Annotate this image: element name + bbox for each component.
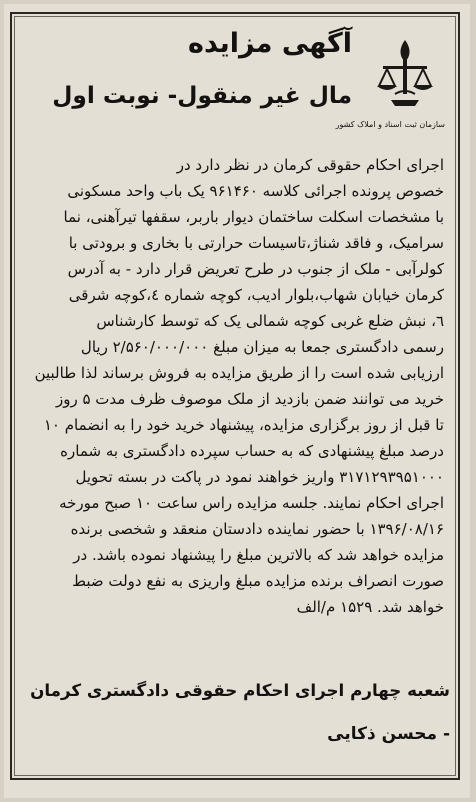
body-line: تا قبل از روز برگزاری مزایده، پیشنهاد خرید خود را به انضمام ۱۰ — [43, 416, 444, 434]
scales-emblem-icon — [365, 34, 445, 120]
signatory-name: - محسن ذکایی — [327, 724, 450, 744]
body-line: کرمان خیابان شهاب،بلوار ادیب، کوچه شماره ٤،کوچه شرقی — [68, 286, 444, 304]
body-line: رسمی دادگستری جمعا به میزان مبلغ ۲/۵۶۰/۰۰۰/۰۰۰ ریال — [80, 338, 444, 356]
emblem-caption: سازمان ثبت اسناد و املاک کشور — [335, 120, 445, 129]
notice-title: آگهی مزایده — [188, 28, 352, 59]
body-line: صورت انصراف برنده مزایده مبلغ واریزی به نفع دولت ضبط — [72, 572, 444, 590]
body-line: مزایده خواهد شد که بالاترین مبلغ را پیشنهاد نموده باشد. در — [73, 546, 444, 564]
body-line: ٦، نبش ضلع غربی کوچه شمالی یک که توسط کارشناس — [96, 312, 444, 330]
body-line: خرید می توانند ضمن بازدید از ملک موصوف ظرف مدت ۵ روز — [55, 390, 444, 408]
issuing-office: شعبه چهارم اجرای احکام حقوقی دادگستری کرمان — [30, 680, 450, 700]
body-line: ۱۳۹۶/۰۸/۱۶ با حضور نماینده دادستان منعقد و شخصی برنده — [70, 520, 444, 538]
notice-body — [26, 152, 444, 620]
body-line: سرامیک، و فاقد شناژ،تاسیسات حرارتی با بخاری و برودتی با — [68, 234, 444, 252]
judiciary-emblem — [335, 34, 445, 138]
body-line: درصد مبلغ پیشنهادی که به حساب سپرده دادگستری به شماره — [60, 442, 444, 460]
body-line: خصوص پرونده اجرائی کلاسه ۹۶۱۴۶۰ یک باب واحد مسکونی — [67, 182, 444, 200]
body-line: اجرای احکام حقوقی کرمان در نظر دارد در — [176, 156, 444, 174]
notice-header — [20, 22, 450, 140]
body-line: اجرای احکام نمایند. جلسه مزایده راس ساعت ۱۰ صبح مورخه — [59, 494, 444, 512]
body-line: کولرآبی - ملک از جنوب در طرح تعریض قرار دارد - به آدرس — [67, 260, 444, 278]
body-line: خواهد شد. ۱۵۲۹ م/الف — [296, 598, 444, 616]
notice-subtitle: مال غیر منقول- نوبت اول — [52, 82, 352, 109]
body-line: ارزیابی شده است را از طریق مزایده به فروش برساند لذا طالبین — [34, 364, 444, 382]
body-line: ۳۱۷۱۲۹۳۹۵۱۰۰۰ واریز خواهند نمود در پاکت در بسته تحویل — [75, 468, 444, 486]
body-line: با مشخصات اسکلت ساختمان دیوار باربر، سقفها تیرآهنی، نما — [63, 208, 444, 226]
